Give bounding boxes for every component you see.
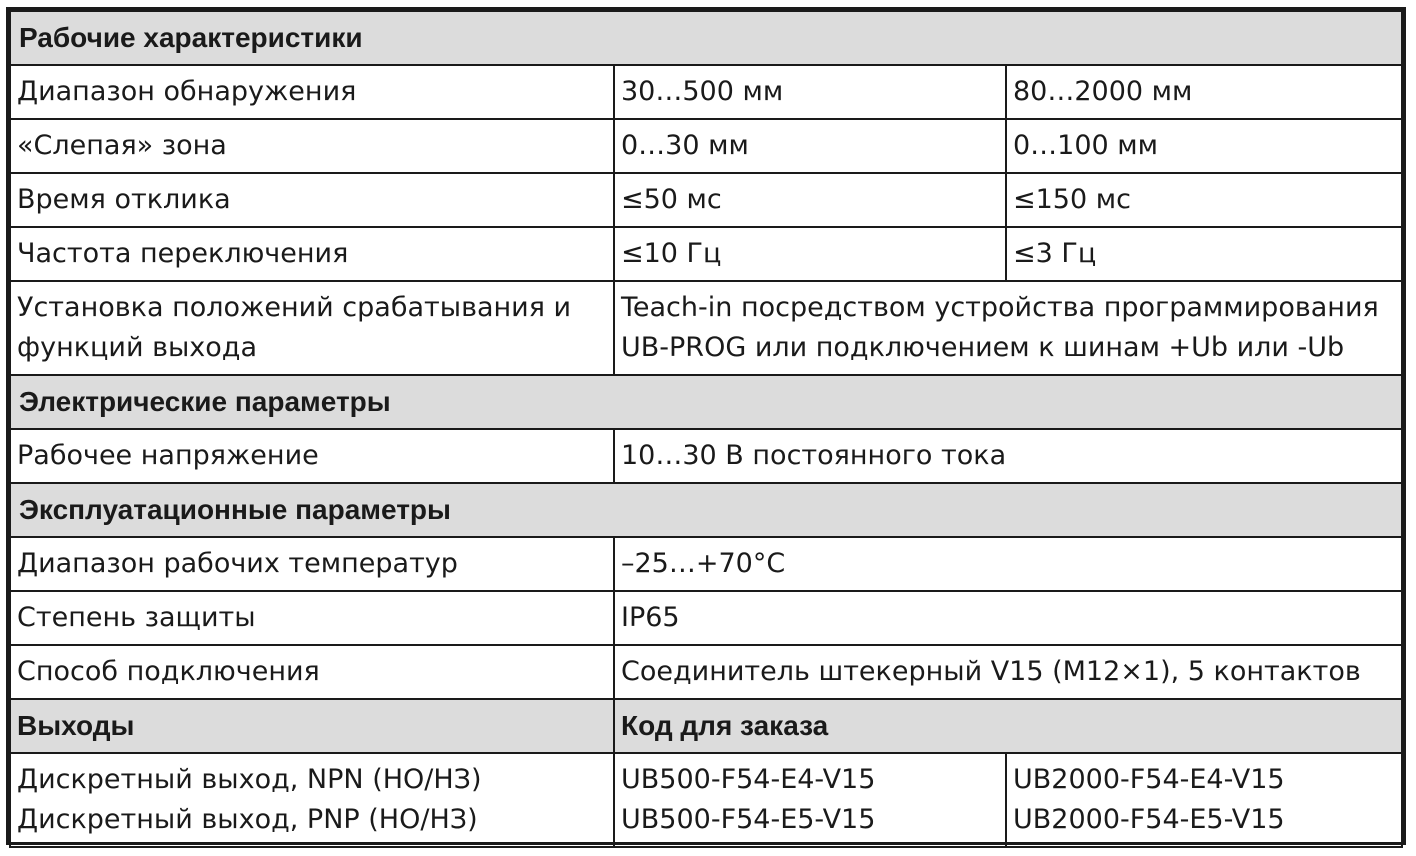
value-teach-in bbox=[614, 281, 1402, 375]
value-teach-in-line2: UB-PROG или подключением к шинам +Ub или -Ub bbox=[621, 332, 1345, 363]
row-teach-in bbox=[10, 281, 1402, 375]
value-blind-zone-2: 0…100 мм bbox=[1006, 119, 1402, 173]
value-temperature: –25…+70°C bbox=[614, 537, 1402, 591]
label-npn-output: Дискретный выход, NPN (НО/НЗ) bbox=[17, 764, 482, 795]
code-pnp-500: UB500-F54-E5-V15 bbox=[621, 804, 876, 835]
value-blind-zone-1: 0…30 мм bbox=[614, 119, 1006, 173]
header-order-code: Код для заказа bbox=[614, 699, 1402, 753]
section-title-working: Рабочие характеристики bbox=[10, 11, 1402, 65]
code-pnp-2000: UB2000-F54-E5-V15 bbox=[1013, 804, 1285, 835]
code-npn-2000: UB2000-F54-E4-V15 bbox=[1013, 764, 1285, 795]
row-blind-zone bbox=[10, 119, 1402, 173]
value-connection: Соединитель штекерный V15 (M12×1), 5 контактов bbox=[614, 645, 1402, 699]
value-switching-frequency-2: ≤3 Гц bbox=[1006, 227, 1402, 281]
value-protection: IP65 bbox=[614, 591, 1402, 645]
label-response-time: Время отклика bbox=[10, 173, 614, 227]
outputs-labels bbox=[10, 753, 614, 847]
row-temperature bbox=[10, 537, 1402, 591]
label-voltage: Рабочее напряжение bbox=[10, 429, 614, 483]
label-blind-zone: «Слепая» зона bbox=[10, 119, 614, 173]
section-row-electrical bbox=[10, 375, 1402, 429]
spec-table bbox=[9, 10, 1403, 848]
label-teach-in-line2: функций выхода bbox=[17, 332, 258, 363]
value-response-time-1: ≤50 мс bbox=[614, 173, 1006, 227]
code-npn-500: UB500-F54-E4-V15 bbox=[621, 764, 876, 795]
order-codes-500 bbox=[614, 753, 1006, 847]
row-response-time bbox=[10, 173, 1402, 227]
label-connection: Способ подключения bbox=[10, 645, 614, 699]
spec-table-frame bbox=[6, 7, 1406, 845]
label-teach-in-line1: Установка положений срабатывания и bbox=[17, 292, 572, 323]
label-range: Диапазон обнаружения bbox=[10, 65, 614, 119]
header-outputs: Выходы bbox=[10, 699, 614, 753]
label-switching-frequency: Частота переключения bbox=[10, 227, 614, 281]
label-teach-in bbox=[10, 281, 614, 375]
value-range-1: 30…500 мм bbox=[614, 65, 1006, 119]
value-voltage: 10…30 В постоянного тока bbox=[614, 429, 1402, 483]
value-switching-frequency-1: ≤10 Гц bbox=[614, 227, 1006, 281]
row-connection bbox=[10, 645, 1402, 699]
row-range bbox=[10, 65, 1402, 119]
row-outputs bbox=[10, 753, 1402, 847]
label-protection: Степень защиты bbox=[10, 591, 614, 645]
order-codes-2000 bbox=[1006, 753, 1402, 847]
label-pnp-output: Дискретный выход, PNP (НО/НЗ) bbox=[17, 804, 478, 835]
section-title-operational: Эксплуатационные параметры bbox=[10, 483, 1402, 537]
value-teach-in-line1: Teach-in посредством устройства программирования bbox=[621, 292, 1379, 323]
section-row-operational bbox=[10, 483, 1402, 537]
section-row-working bbox=[10, 11, 1402, 65]
row-protection bbox=[10, 591, 1402, 645]
label-temperature: Диапазон рабочих температур bbox=[10, 537, 614, 591]
row-outputs-header bbox=[10, 699, 1402, 753]
row-switching-frequency bbox=[10, 227, 1402, 281]
value-range-2: 80…2000 мм bbox=[1006, 65, 1402, 119]
section-title-electrical: Электрические параметры bbox=[10, 375, 1402, 429]
value-response-time-2: ≤150 мс bbox=[1006, 173, 1402, 227]
row-voltage bbox=[10, 429, 1402, 483]
